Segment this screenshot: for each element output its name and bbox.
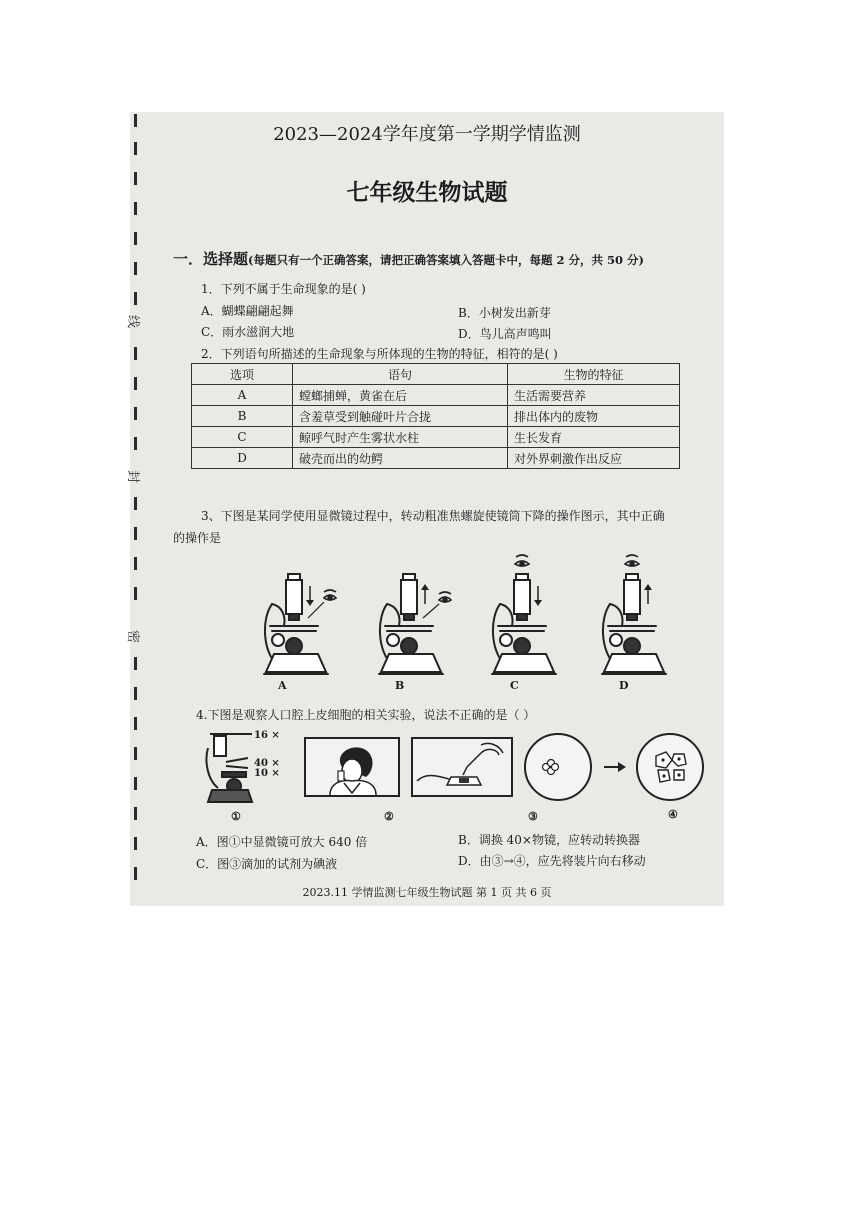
exam-page [125,112,724,906]
table-cell: 螳螂捕蝉，黄雀在后 [293,385,508,406]
table-cell: 破壳而出的幼鳄 [293,448,508,469]
question-4-option-c: C．图③滴加的试剂为碘液 [196,857,338,871]
figure-label-d: D [619,679,629,692]
question-2-table [191,363,680,469]
table-header-row [192,364,680,385]
table-cell: 生长发育 [508,427,680,448]
question-2-stem: 2．下列语句所描述的生命现象与所体现的生物的特征，相符的是( ) [201,347,558,361]
figure-label-c: C [510,679,519,692]
figure-label-b: B [395,679,405,692]
question-4-option-d: D．由③→④，应先将装片向右移动 [458,854,646,868]
microscope-a [264,574,336,674]
table-cell: 生活需要营养 [508,385,680,406]
table-cell: 鲸呼气时产生雾状水柱 [293,427,508,448]
microscope-c [492,555,556,674]
margin-mark-feng: 封 [125,469,141,484]
question-4-option-b: B．调换 40×物镜，应转动转换器 [458,833,640,847]
figure-fields-of-view [524,732,706,802]
table-header: 选项 [192,364,293,385]
section-title: 一．选择题 [173,250,249,268]
table-cell: A [192,385,293,406]
microscope-d [602,555,666,674]
lens-label-16x: 16 × [254,730,280,741]
table-cell: 对外界刺激作出反应 [508,448,680,469]
microscope-figures [250,560,690,690]
figure-label-1: ① [231,810,241,823]
table-header: 语句 [293,364,508,385]
figure-label-3: ③ [528,810,538,823]
figure-label-4: ④ [668,808,678,821]
figure-label-a: A [278,679,287,692]
figure-3-staining [411,737,513,797]
question-4-stem: 4.下图是观察人口腔上皮细胞的相关实验，说法不正确的是（ ） [196,708,536,722]
lens-label-10x: 10 × [254,768,280,779]
question-1-option-d: D．鸟儿高声鸣叫 [458,327,552,341]
question-1-option-c: C．雨水滋润大地 [201,325,295,339]
table-cell: D [192,448,293,469]
table-cell: B [192,406,293,427]
section-heading [173,248,644,269]
figure-2-gargling [304,737,400,797]
exam-subject-title: 七年级生物试题 [346,179,508,206]
table-row [192,385,680,406]
microscope-b [379,574,451,674]
table-cell: 排出体内的废物 [508,406,680,427]
margin-mark-xian: 线 [125,314,141,329]
table-row [192,427,680,448]
table-row [192,448,680,469]
section-note: (每题只有一个正确答案，请把正确答案填入答题卡中，每题 2 分，共 50 分) [248,253,644,267]
table-cell: C [192,427,293,448]
lens-label-40x: 40 × [254,758,280,769]
question-3-stem-line1: 3、下图是某同学使用显微镜过程中，转动粗准焦螺旋使镜筒下降的操作图示，其中正确 [201,509,665,523]
page-footer: 2023.11 学情监测七年级生物试题 第 1 页 共 6 页 [302,886,552,899]
question-1-stem: 1．下列不属于生命现象的是( ) [201,282,366,296]
table-cell: 含羞草受到触碰叶片合拢 [293,406,508,427]
table-header: 生物的特征 [508,364,680,385]
figure-label-2: ② [384,810,394,823]
margin-mark-mi: 密 [125,629,141,644]
question-1-option-a: A．蝴蝶翩翩起舞 [201,304,294,318]
question-1-option-b: B．小树发出新芽 [458,306,551,320]
table-row [192,406,680,427]
question-3-stem-line2: 的操作是 [173,531,222,545]
exam-title: 2023—2024学年度第一学期学情监测 [273,124,581,145]
question-4-option-a: A．图①中显微镜可放大 640 倍 [196,835,368,849]
